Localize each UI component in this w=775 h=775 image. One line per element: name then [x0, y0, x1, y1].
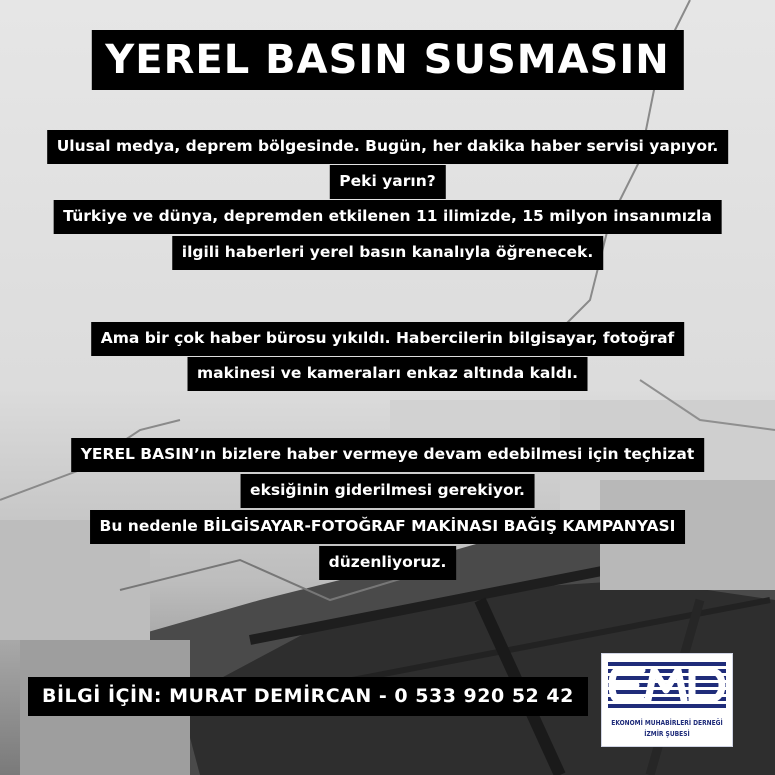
logo-line-1: EKONOMİ MUHABİRLERİ DERNEĞİ [611, 719, 723, 727]
paragraph-3-line-3: Bu nedenle BİLGİSAYAR-FOTOĞRAF MAKİNASI BAĞIŞ KAMPANYASI [90, 510, 686, 544]
paragraph-3-line-1: YEREL BASIN’ın bizlere haber vermeye devam edebilmesi için teçhizat [71, 438, 705, 472]
paragraph-2-line-1: Ama bir çok haber bürosu yıkıldı. Habercilerin bilgisayar, fotoğraf [91, 322, 685, 356]
paragraph-1-line-3: Türkiye ve dünya, depremden etkilenen 11 ilimizde, 15 milyon insanımızla [53, 200, 722, 234]
paragraph-1-line-1: Ulusal medya, deprem bölgesinde. Bugün, her dakika haber servisi yapıyor. [47, 130, 729, 164]
paragraph-1-line-4: ilgili haberleri yerel basın kanalıyla öğrenecek. [172, 236, 604, 270]
paragraph-1-line-2: Peki yarın? [329, 165, 445, 199]
contact-info: BİLGİ İÇİN: MURAT DEMİRCAN - 0 533 920 52 42 [28, 677, 588, 716]
emd-logo-mark-icon [602, 654, 732, 716]
emd-logo [601, 653, 733, 747]
poster-title: YEREL BASIN SUSMASIN [91, 30, 683, 90]
paragraph-3-line-2: eksiğinin giderilmesi gerekiyor. [240, 474, 535, 508]
paragraph-2-line-2: makinesi ve kameraları enkaz altında kaldı. [187, 357, 588, 391]
logo-line-2: İZMİR ŞUBESİ [644, 730, 690, 738]
paragraph-3-line-4: düzenliyoruz. [319, 546, 457, 580]
